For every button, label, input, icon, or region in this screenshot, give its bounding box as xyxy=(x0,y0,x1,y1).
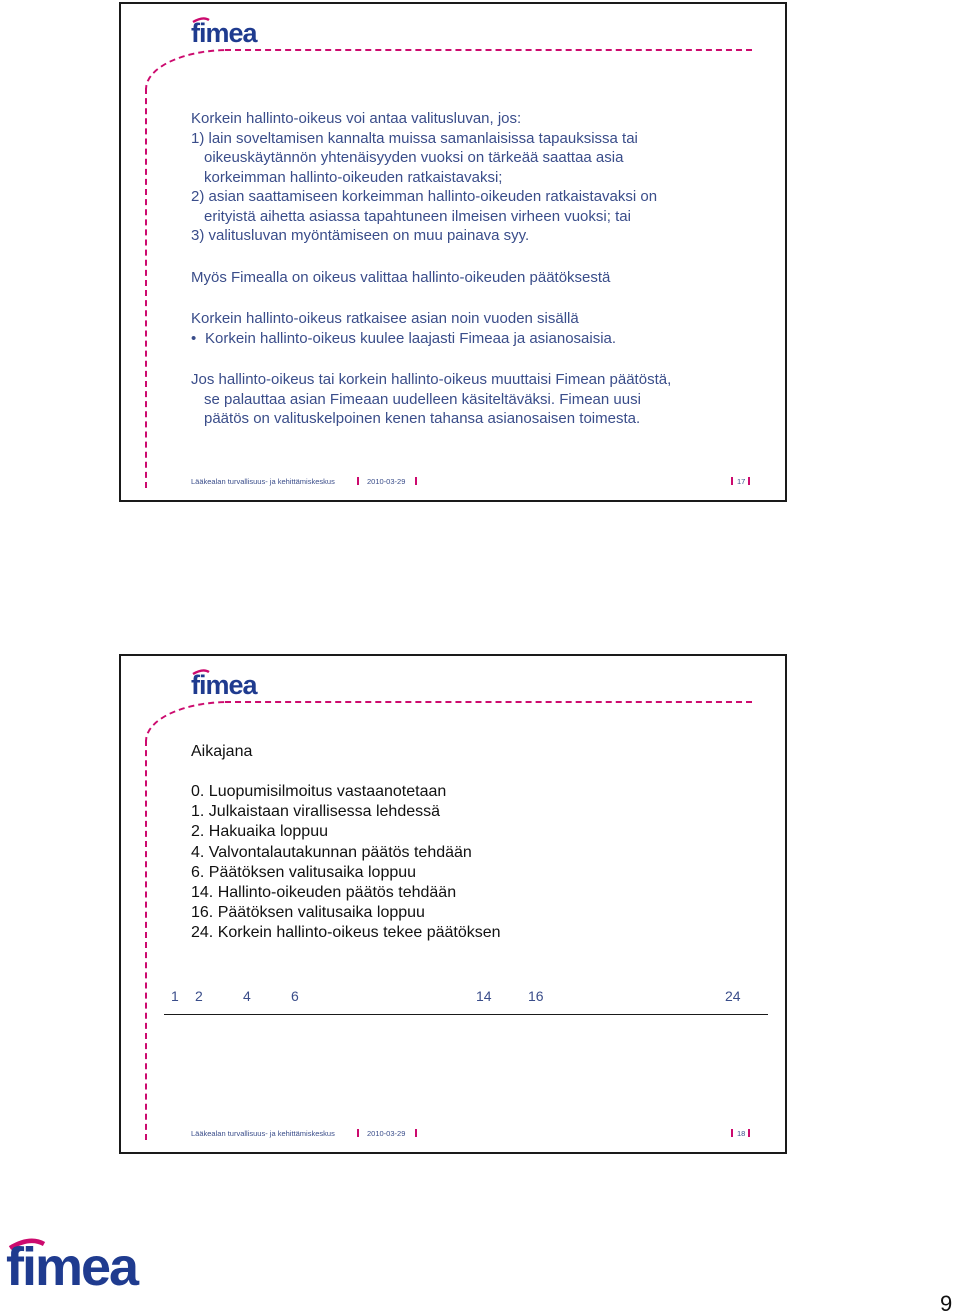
list-item: 24. Korkein hallinto-oikeus tekee päätöksen xyxy=(191,924,501,942)
appeal-conditions xyxy=(191,109,771,246)
text-line: korkeimman hallinto-oikeuden ratkaistavaksi; xyxy=(204,168,503,186)
timeline-tick: 16 xyxy=(528,988,544,1004)
bullet-text: Korkein hallinto-oikeus kuulee laajasti Fimeaa ja asianosaisia. xyxy=(205,329,617,347)
slide-title: Aikajana xyxy=(191,743,253,760)
timeline-axis xyxy=(164,988,768,1018)
list-item: 16. Päätöksen valitusaika loppuu xyxy=(191,904,425,922)
timeline-tick: 6 xyxy=(291,988,299,1004)
slide-top-dashed-rule xyxy=(225,701,752,703)
timeline-tick: 1 xyxy=(171,988,179,1004)
bullet-item xyxy=(191,329,771,349)
fimea-appeal-right: Myös Fimealla on oikeus valittaa hallinto-oikeuden päätöksestä xyxy=(191,268,611,286)
text-line: oikeuskäytännön yhtenäisyyden vuoksi on tärkeää saattaa asia xyxy=(204,149,624,166)
footer-divider xyxy=(357,477,359,485)
slide-body xyxy=(191,742,751,944)
list-item: 0. Luopumisilmoitus vastaanotetaan xyxy=(191,783,447,800)
fimea-logo xyxy=(191,16,259,46)
timeline-list xyxy=(191,782,751,944)
return-to-fimea xyxy=(191,370,771,429)
timeline-tick: 14 xyxy=(476,988,492,1004)
list-item: 4. Valvontalautakunnan päätös tehdään xyxy=(191,843,472,861)
svg-text:fimea: fimea xyxy=(6,1237,138,1290)
text-line: 1) lain soveltamisen kannalta muissa samanlaisissa tapauksissa tai xyxy=(191,129,638,147)
footer-date: 2010-03-29 xyxy=(367,477,406,486)
svg-text:fimea: fimea xyxy=(191,670,257,698)
slide-left-dashed-rule xyxy=(145,88,147,488)
text-line: Jos hallinto-oikeus tai korkein hallinto-oikeus muuttaisi Fimean päätöstä, xyxy=(191,371,672,388)
footer-divider xyxy=(357,1129,359,1137)
text-line: 2) asian saattamiseen korkeimman hallinto-oikeuden ratkaistavaksi on xyxy=(191,188,658,205)
slide-body xyxy=(191,109,771,429)
timeline-tick: 24 xyxy=(725,988,741,1004)
list-item: 6. Päätöksen valitusaika loppuu xyxy=(191,863,417,881)
footer-divider xyxy=(748,1129,750,1137)
text-line: 3) valitusluvan myöntämiseen on muu painava syy. xyxy=(191,227,530,244)
text-line: päätös on valituskelpoinen kenen tahansa asianosaisen toimesta. xyxy=(204,410,641,427)
slide-18 xyxy=(119,654,787,1154)
text-line: se palauttaa asian Fimeaan uudelleen käsiteltäväksi. Fimean uusi xyxy=(204,390,641,408)
footer-page-number: 18 xyxy=(737,1129,746,1138)
court-decision-time: Korkein hallinto-oikeus ratkaisee asian noin vuoden sisällä xyxy=(191,310,579,327)
slide-corner-dashed-arc xyxy=(145,49,229,89)
footer-org: Lääkealan turvallisuus- ja kehittämiskeskus xyxy=(191,1129,335,1138)
slide-top-dashed-rule xyxy=(225,49,752,51)
list-item: 14. Hallinto-oikeuden päätös tehdään xyxy=(191,884,457,902)
footer-divider xyxy=(731,1129,733,1137)
footer-divider xyxy=(731,477,733,485)
footer-page-number: 17 xyxy=(737,477,746,486)
timeline-line xyxy=(164,1014,768,1015)
footer-divider xyxy=(415,1129,417,1137)
slide-corner-dashed-arc xyxy=(145,701,229,741)
timeline-tick: 2 xyxy=(195,988,203,1004)
svg-text:fimea: fimea xyxy=(191,18,257,46)
text-line: Korkein hallinto-oikeus voi antaa valitusluvan, jos: xyxy=(191,110,522,127)
fimea-logo xyxy=(191,668,259,698)
list-item: 1. Julkaistaan virallisessa lehdessä xyxy=(191,803,441,821)
slide-footer xyxy=(191,1129,761,1141)
timeline-tick: 4 xyxy=(243,988,251,1004)
slide-left-dashed-rule xyxy=(145,740,147,1140)
footer-org: Lääkealan turvallisuus- ja kehittämiskeskus xyxy=(191,477,335,486)
slide-footer xyxy=(191,477,761,489)
footer-date: 2010-03-29 xyxy=(367,1129,406,1138)
footer-divider xyxy=(748,477,750,485)
fimea-logo-large xyxy=(6,1236,148,1290)
text-line: erityistä aihetta asiassa tapahtuneen ilmeisen virheen vuoksi; tai xyxy=(204,207,631,225)
bullet-icon: • xyxy=(191,329,197,347)
list-item: 2. Hakuaika loppuu xyxy=(191,823,328,841)
slide-17 xyxy=(119,2,787,502)
page-number: 9 xyxy=(940,1291,953,1316)
footer-divider xyxy=(415,477,417,485)
